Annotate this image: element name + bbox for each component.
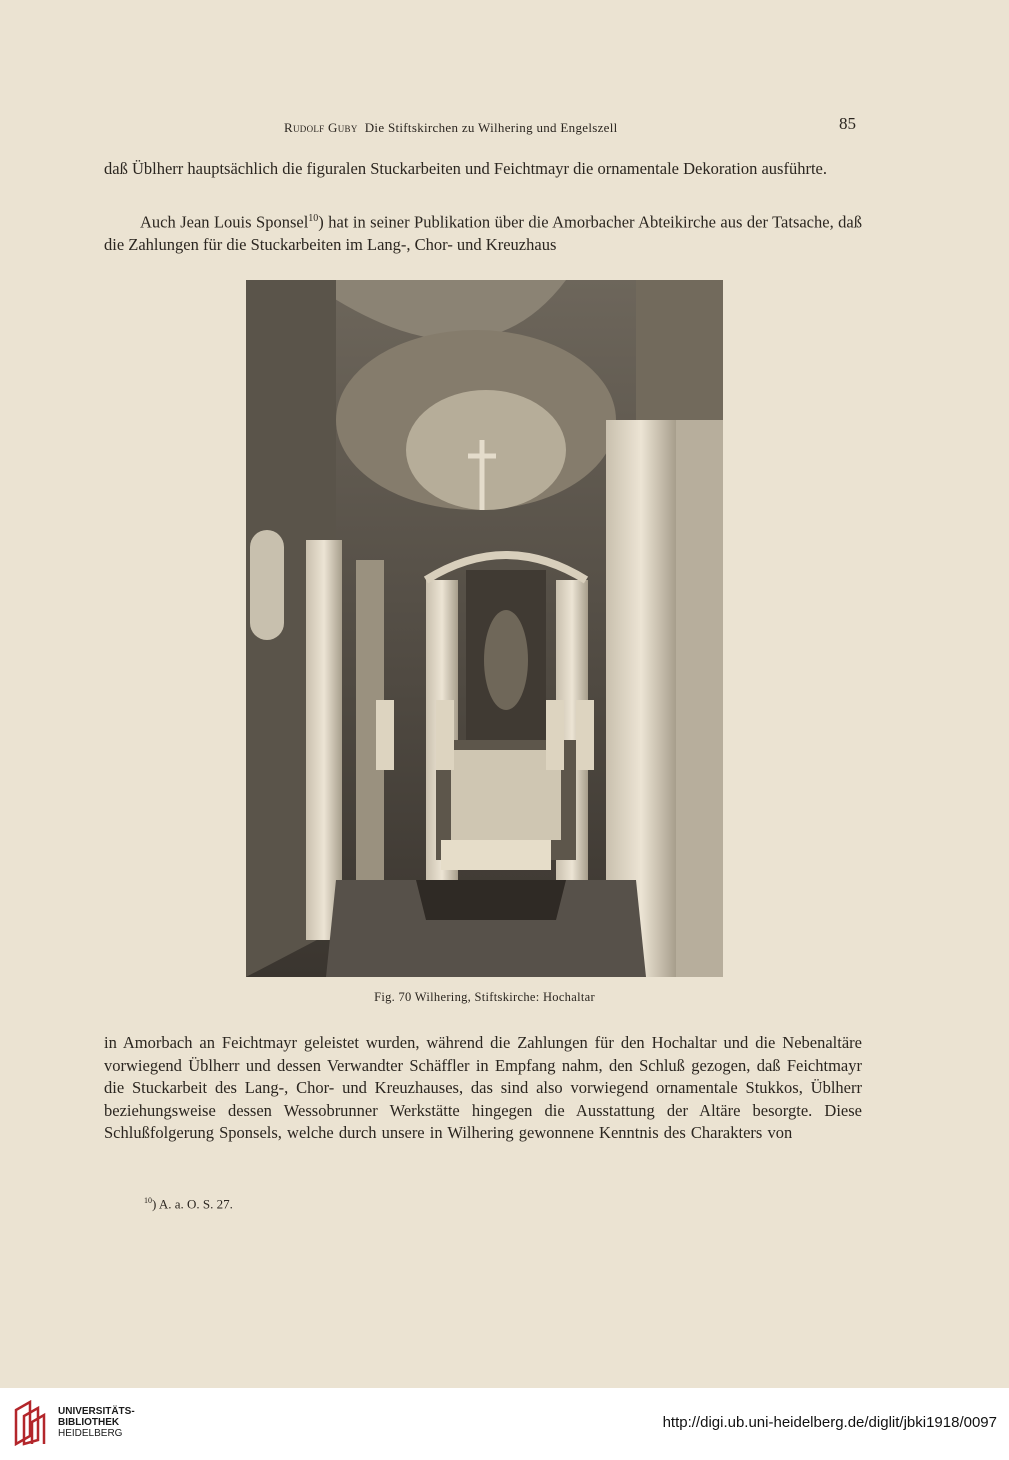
- paragraph-2-start: Auch Jean Louis Sponsel: [140, 212, 309, 232]
- paragraph-1: [104, 158, 862, 181]
- running-header: [104, 114, 860, 144]
- running-head-author: Rudolf Guby: [284, 120, 358, 135]
- page-number: 85: [839, 114, 856, 133]
- paragraph-1-text: daß Üblherr hauptsächlich die figuralen Stuckarbeiten und Feichtmayr die ornamentale Dekoration ausführte.: [104, 159, 827, 178]
- paragraph-2-text: [104, 208, 862, 257]
- footnote-mark: 10: [144, 1196, 152, 1205]
- paragraph-3-text: in Amorbach an Feichtmayr geleistet wurden, während die Zahlungen für den Hochaltar und die Nebenaltäre vorwiegend Üblherr und dessen Verwandter Schäffler in Empfang nahm, den Schluß gezogen, daß Feichtmayr die Stuckarbeit des Lang-, Chor- und Kreuzhauses, das sind also vorwiegend ornamentale Stukkos, Üblherr beziehungsweise dessen Wessobrunner Werkstätte hingegen die Ausstattung der Altäre besorgte. Diese Schlußfolgerung Sponsels, welche durch unsere in Wilhering gewonnene Kenntnis des Charakters von: [104, 1033, 862, 1142]
- altar-photo-illustration: [246, 280, 723, 977]
- library-logo-icon: [12, 1400, 48, 1446]
- permalink-url[interactable]: http://digi.ub.uni-heidelberg.de/diglit/jbki1918/0097: [662, 1414, 997, 1431]
- paragraph-3: [104, 1032, 862, 1145]
- figure-caption: Fig. 70 Wilhering, Stiftskirche: Hochaltar: [374, 990, 595, 1004]
- footnote: [144, 1196, 233, 1212]
- library-name-line3: HEIDELBERG: [58, 1428, 123, 1439]
- library-name-line2: BIBLIOTHEK: [58, 1417, 120, 1428]
- paragraph-2-rest: ) hat in seiner Publikation über die Amorbacher Abteikirche aus der Tatsache, daß die Zahlungen für die Stuckarbeiten im Lang-, Chor- und Kreuzhaus: [104, 212, 862, 254]
- running-head-title: Die Stiftskirchen zu Wilhering und Engelszell: [364, 120, 618, 135]
- library-footer: [0, 1388, 1009, 1460]
- running-head-text: [284, 120, 618, 136]
- footnote-reference: 10: [308, 213, 319, 224]
- library-name-line1: UNIVERSITÄTS-: [58, 1406, 135, 1417]
- figure-photograph-hochaltar: [246, 280, 723, 977]
- paragraph-2: [104, 208, 862, 257]
- footnote-text: ) A. a. O. S. 27.: [152, 1196, 233, 1212]
- library-name: [58, 1406, 135, 1439]
